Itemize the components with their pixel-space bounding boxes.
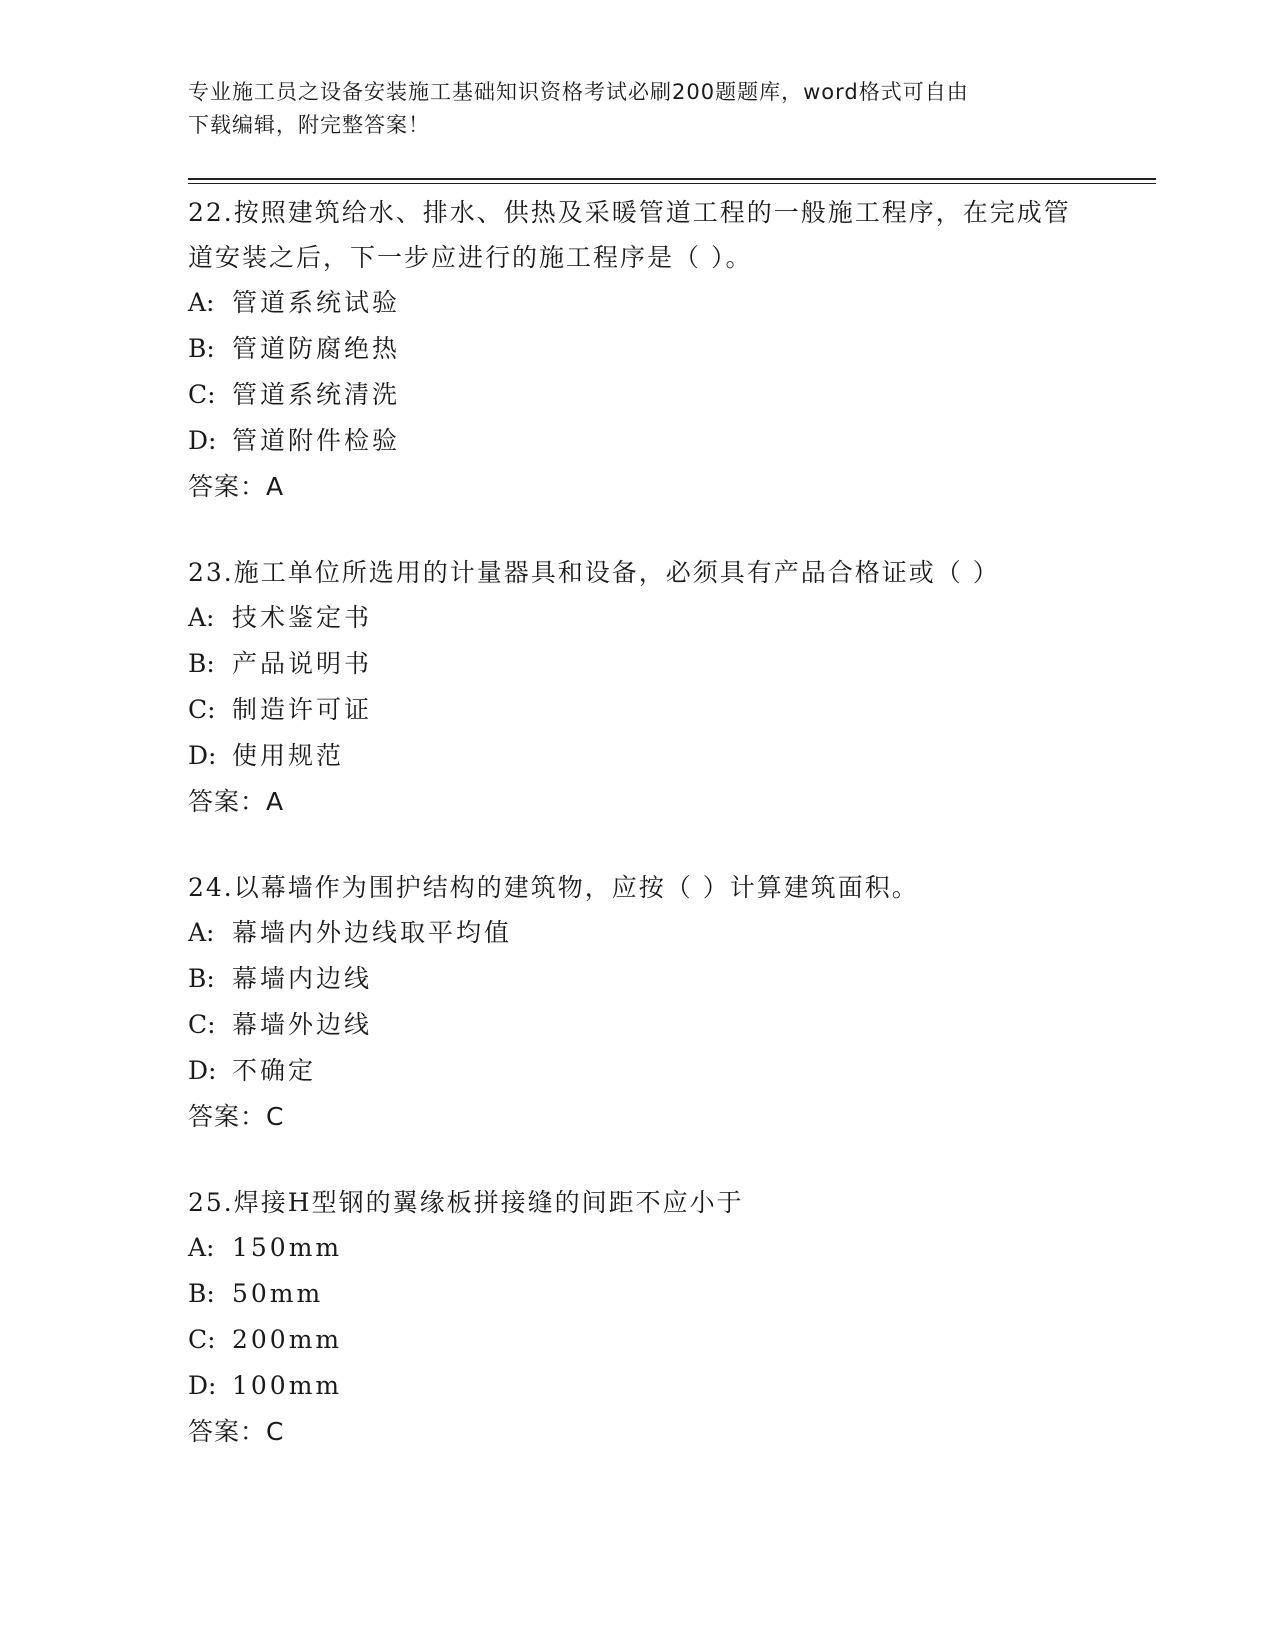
option-letter: C:: [188, 380, 216, 409]
option-text: 50mm: [232, 1279, 324, 1308]
option-a: [188, 1225, 1088, 1271]
option-letter: C:: [188, 1010, 216, 1039]
option-letter: C:: [188, 695, 216, 724]
option-text: 幕墙内边线: [232, 964, 373, 993]
document-header: [188, 76, 1068, 142]
option-a: [188, 280, 1088, 326]
answer-line: 答案：A: [188, 787, 285, 816]
option-text: 制造许可证: [232, 695, 373, 724]
option-text: 技术鉴定书: [232, 603, 373, 632]
option-d: [188, 1363, 1088, 1409]
answer-line: 答案：C: [188, 1417, 285, 1446]
option-text: 管道附件检验: [232, 426, 401, 455]
question-text: 按照建筑给水、排水、供热及采暖管道工程的一般施工程序，在完成管道安装之后，下一步应进行的施工程序是（ ）。: [188, 198, 1071, 272]
question-stem: [188, 550, 1088, 595]
question-spacer: [188, 510, 1088, 550]
question-24: [188, 865, 1088, 1140]
header-divider-thick: [188, 178, 1156, 180]
question-number: 23.: [188, 558, 234, 587]
header-divider-thin: [188, 183, 1156, 184]
option-letter: A:: [188, 288, 215, 317]
question-25: [188, 1180, 1088, 1455]
option-text: 不确定: [232, 1056, 317, 1085]
option-a: [188, 910, 1088, 956]
option-letter: D:: [188, 741, 217, 770]
option-letter: B:: [188, 964, 215, 993]
answer-line: 答案：A: [188, 472, 285, 501]
option-d: [188, 1048, 1088, 1094]
option-text: 产品说明书: [232, 649, 373, 678]
question-list: [188, 190, 1088, 1455]
option-text: 200mm: [232, 1325, 343, 1354]
option-letter: A:: [188, 1233, 215, 1262]
header-title-line-2: 下载编辑，附完整答案！: [188, 113, 430, 137]
option-letter: A:: [188, 918, 215, 947]
option-c: [188, 687, 1088, 733]
answer-line: 答案：C: [188, 1102, 285, 1131]
question-stem: [188, 1180, 1088, 1225]
question-22: [188, 190, 1088, 510]
option-text: 幕墙外边线: [232, 1010, 373, 1039]
question-text: 焊接H型钢的翼缘板拼接缝的间距不应小于: [233, 1188, 744, 1217]
option-c: [188, 1317, 1088, 1363]
option-text: 150mm: [232, 1233, 343, 1262]
question-number: 24.: [188, 873, 234, 902]
option-c: [188, 372, 1088, 418]
option-letter: B:: [188, 1279, 215, 1308]
option-c: [188, 1002, 1088, 1048]
option-letter: D:: [188, 1371, 217, 1400]
option-letter: D:: [188, 426, 217, 455]
option-b: [188, 641, 1088, 687]
header-title-line-1: 专业施工员之设备安装施工基础知识资格考试必刷200题题库，word格式可自由: [188, 80, 969, 104]
question-spacer: [188, 1140, 1088, 1180]
option-text: 管道防腐绝热: [232, 334, 401, 363]
option-d: [188, 733, 1088, 779]
question-stem: [188, 865, 1088, 910]
option-text: 管道系统试验: [232, 288, 401, 317]
option-letter: B:: [188, 334, 215, 363]
question-number: 25.: [188, 1188, 234, 1217]
question-spacer: [188, 825, 1088, 865]
option-text: 使用规范: [232, 741, 345, 770]
question-text: 施工单位所选用的计量器具和设备，必须具有产品合格证或（ ）: [233, 558, 1000, 587]
option-d: [188, 418, 1088, 464]
option-b: [188, 1271, 1088, 1317]
question-text: 以幕墙作为围护结构的建筑物，应按（ ）计算建筑面积。: [233, 873, 919, 902]
question-23: [188, 550, 1088, 825]
option-text: 幕墙内外边线取平均值: [232, 918, 513, 947]
option-text: 管道系统清洗: [232, 380, 401, 409]
option-letter: C:: [188, 1325, 216, 1354]
option-b: [188, 956, 1088, 1002]
option-a: [188, 595, 1088, 641]
option-letter: D:: [188, 1056, 217, 1085]
question-stem: [188, 190, 1088, 280]
option-letter: B:: [188, 649, 215, 678]
option-text: 100mm: [232, 1371, 343, 1400]
option-letter: A:: [188, 603, 215, 632]
question-number: 22.: [188, 198, 234, 227]
option-b: [188, 326, 1088, 372]
